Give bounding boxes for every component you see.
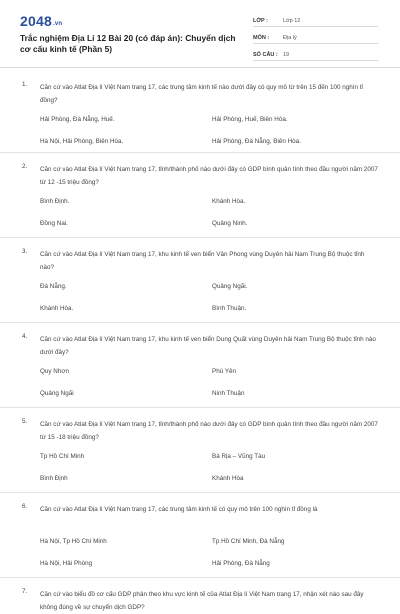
info-label-subject: MÔN :	[253, 34, 270, 41]
info-label-grade: LỚP :	[253, 17, 268, 24]
question-number: 7.	[22, 588, 28, 595]
option-a[interactable]: Tp Hồ Chí Minh	[40, 453, 85, 460]
info-row-count	[253, 49, 378, 61]
info-label-count: SỐ CÂU :	[253, 51, 278, 58]
question-5	[0, 408, 400, 493]
page-title: Trắc nghiệm Địa Lí 12 Bài 20 (có đáp án): Chuyển dịch cơ cấu kinh tế (Phần 5)	[20, 33, 236, 54]
option-b[interactable]: Phú Yên	[212, 368, 237, 375]
question-text: Căn cứ vào Atlat Địa lí Việt Nam trang 17, các trung tâm kinh tế có quy mô trên 100 nghìn tỉ đồng là	[40, 506, 318, 513]
option-d[interactable]: Bình Thuận.	[212, 305, 247, 312]
question-2	[0, 153, 400, 238]
option-d[interactable]: Hải Phòng, Đà Nẵng	[212, 560, 270, 567]
info-value-count: 19	[283, 51, 290, 58]
question-text: Căn cứ vào Atlat Địa lí Việt Nam trang 17, tỉnh/thành phố nào dưới đây có GDP bình quân tính theo đầu người năm 2007 từ 15 -18 triệu đồng?	[40, 421, 378, 441]
question-6	[0, 493, 400, 578]
option-c[interactable]: Bình Định	[40, 475, 68, 482]
question-number: 2.	[22, 163, 28, 170]
info-row-subject	[253, 32, 378, 44]
option-c[interactable]: Khánh Hòa.	[40, 305, 74, 312]
question-number: 1.	[22, 81, 28, 88]
option-a[interactable]: Hà Nội, Tp Hồ Chí Minh	[40, 538, 107, 545]
info-row-grade	[253, 15, 378, 27]
option-a[interactable]: Hải Phòng, Đà Nẵng, Huế.	[40, 116, 115, 123]
option-c[interactable]: Hà Nội, Hải Phòng	[40, 560, 93, 567]
option-a[interactable]: Bình Định.	[40, 198, 70, 205]
question-4	[0, 323, 400, 408]
option-c[interactable]: Quảng Ngãi	[40, 390, 74, 397]
option-b[interactable]: Tp Hồ Chí Minh, Đà Nẵng	[212, 538, 285, 545]
info-value-subject: Địa lý	[283, 34, 297, 41]
question-number: 6.	[22, 503, 28, 510]
info-panel	[253, 15, 378, 66]
option-c[interactable]: Đồng Nai.	[40, 220, 69, 227]
question-text: Căn cứ vào Atlat Địa lí Việt Nam trang 17, tỉnh/thành phố nào dưới đây có GDP bình quân tính theo đầu người năm 2007 từ 12 -15 triệu đồng?	[40, 166, 378, 186]
question-text: Căn cứ vào Atlat Địa lí Việt Nam trang 17, khu kinh tế ven biển Vân Phong vùng Duyên hải Nam Trung Bộ thuộc tỉnh nào?	[40, 251, 365, 271]
option-d[interactable]: Khánh Hòa	[212, 475, 244, 482]
site-logo[interactable]	[20, 13, 62, 29]
question-text: Căn cứ vào Atlat Địa lí Việt Nam trang 17, các trung tâm kinh tế nào dưới đây có quy mô từ trên 15 đến 100 nghìn tỉ đồng?	[40, 84, 363, 104]
option-d[interactable]: Hải Phòng, Đà Nẵng, Biên Hòa.	[212, 138, 301, 145]
option-d[interactable]: Quảng Ninh.	[212, 220, 248, 227]
option-b[interactable]: Quảng Ngãi.	[212, 283, 248, 290]
option-b[interactable]: Khánh Hòa.	[212, 198, 246, 205]
question-7	[0, 578, 400, 611]
question-3	[0, 238, 400, 323]
question-number: 5.	[22, 418, 28, 425]
question-number: 3.	[22, 248, 28, 255]
option-b[interactable]: Hải Phòng, Huế, Biên Hòa.	[212, 116, 288, 123]
option-a[interactable]: Đà Nẵng.	[40, 283, 67, 290]
logo-text: 2048	[20, 13, 52, 29]
question-number: 4.	[22, 333, 28, 340]
info-value-grade: Lớp 12	[283, 17, 301, 24]
question-text: Căn cứ vào Atlat Địa lí Việt Nam trang 17, khu kinh tế ven biển Dung Quất vùng Duyên hải Nam Trung Bộ thuộc tỉnh nào dưới đây?	[40, 336, 376, 356]
question-1	[0, 68, 400, 153]
page-header	[0, 0, 400, 68]
option-a[interactable]: Quy Nhơn	[40, 368, 69, 375]
option-b[interactable]: Bà Rịa – Vũng Tàu	[212, 453, 266, 460]
question-text: Căn cứ vào biểu đồ cơ cấu GDP phân theo khu vực kinh tế của Atlat Địa lí Việt Nam trang 17, nhận xét nào sau đây không đúng về sự chuyển dịch GDP?	[40, 591, 364, 611]
option-d[interactable]: Ninh Thuận	[212, 390, 245, 397]
logo-tld: .vn	[52, 21, 63, 27]
option-c[interactable]: Hà Nội, Hải Phòng, Biên Hòa.	[40, 138, 124, 145]
